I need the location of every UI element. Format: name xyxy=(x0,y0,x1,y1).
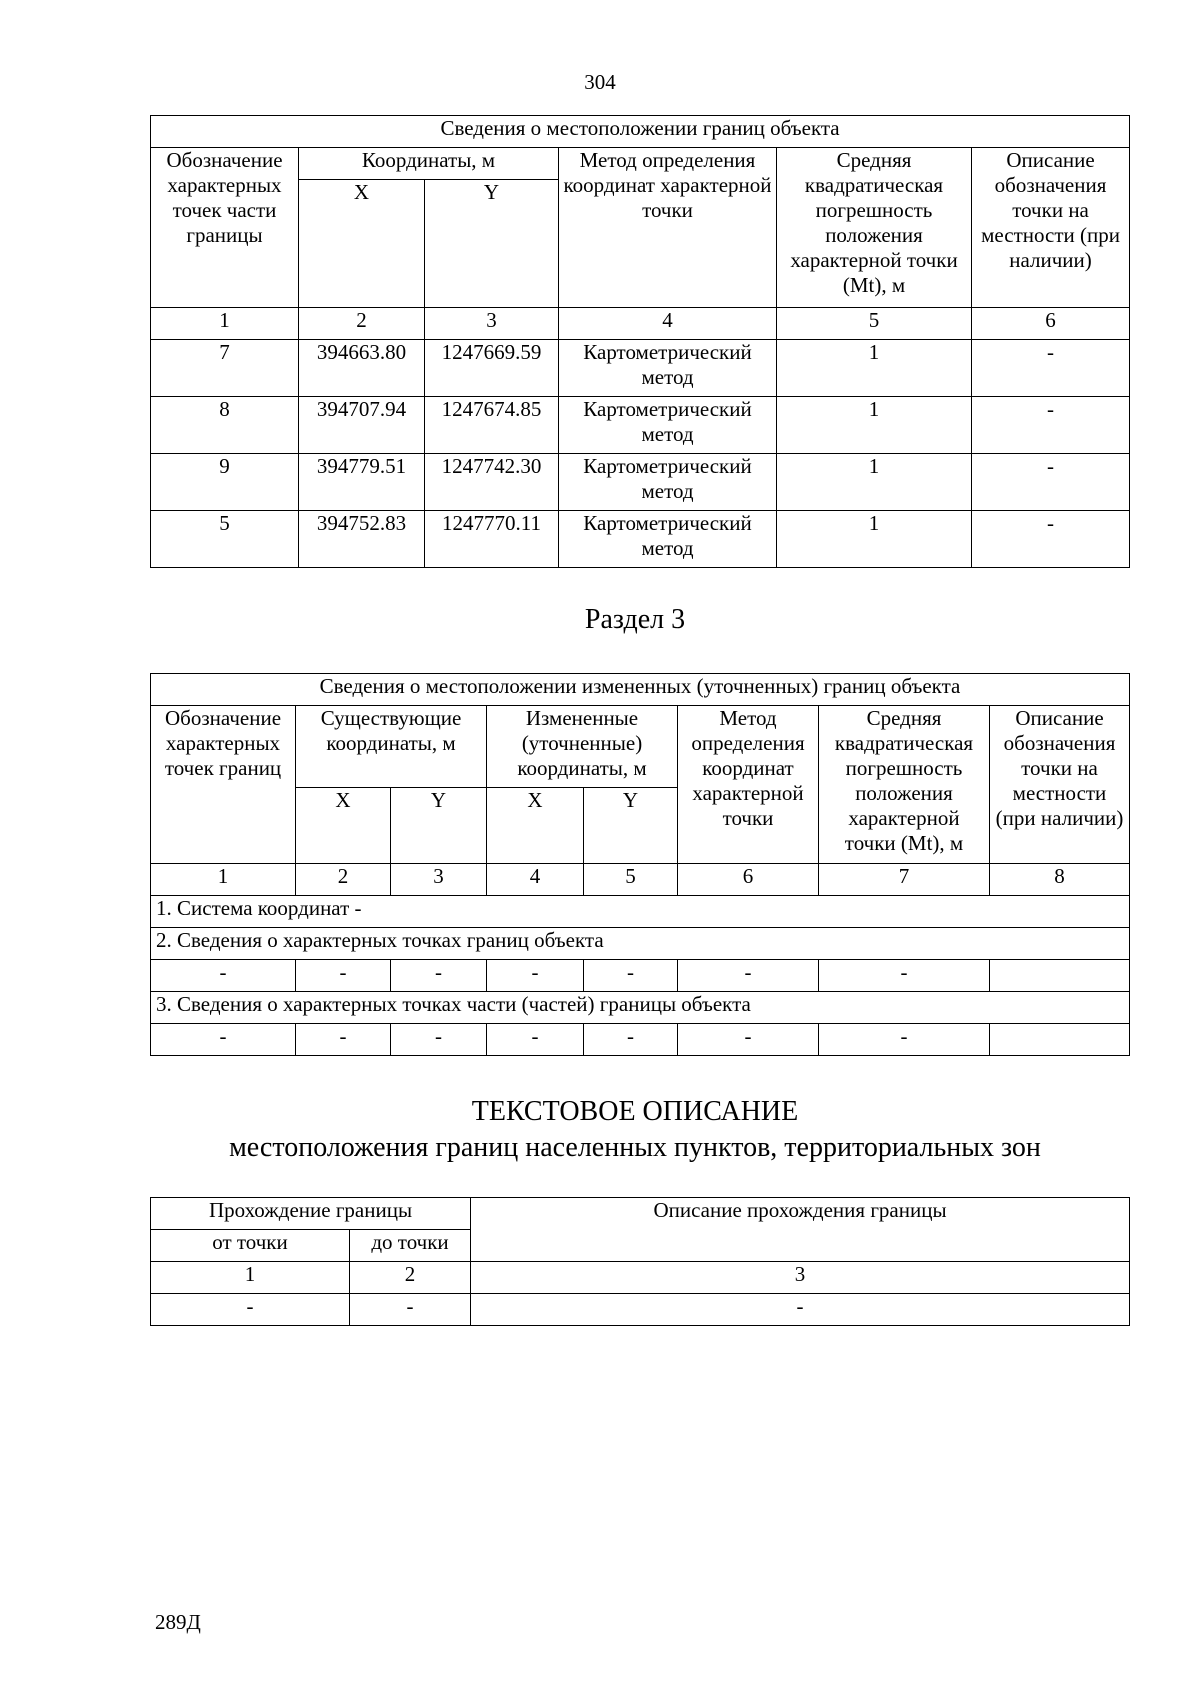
col-number: 6 xyxy=(972,308,1130,340)
cell-x: 394663.80 xyxy=(299,340,425,397)
cell-accuracy: 1 xyxy=(777,340,972,397)
header-point: Обозначение характерных точек границ xyxy=(151,706,296,864)
table-title: Сведения о местоположении границ объекта xyxy=(151,116,1130,148)
boundary-passage-table xyxy=(150,1197,1130,1326)
cell-method: Картометрический метод xyxy=(559,511,777,568)
col-number: 3 xyxy=(425,308,559,340)
table-cell xyxy=(990,960,1130,992)
table-cell: - xyxy=(296,960,391,992)
cell-y: 1247674.85 xyxy=(425,397,559,454)
cell-x: 394779.51 xyxy=(299,454,425,511)
table-row xyxy=(151,397,1130,454)
header-y: Y xyxy=(391,788,487,864)
header-passage-description: Описание прохождения границы xyxy=(471,1198,1130,1262)
table-cell: - xyxy=(151,960,296,992)
table-cell: - xyxy=(584,960,678,992)
cell-x: 394752.83 xyxy=(299,511,425,568)
section-coordinate-system: 1. Система координат - xyxy=(151,896,1130,928)
header-y: Y xyxy=(584,788,678,864)
cell-method: Картометрический метод xyxy=(559,397,777,454)
boundary-location-table xyxy=(150,115,1130,568)
cell-method: Картометрический метод xyxy=(559,454,777,511)
col-number: 2 xyxy=(299,308,425,340)
table-cell: - xyxy=(350,1294,471,1326)
header-accuracy: Средняя квадратическая погрешность положения характерной точки (Mt), м xyxy=(777,148,972,308)
table-cell: - xyxy=(678,960,819,992)
table-cell: - xyxy=(471,1294,1130,1326)
header-from-point: от точки xyxy=(151,1230,350,1262)
table-cell: - xyxy=(151,1024,296,1056)
table-cell xyxy=(990,1024,1130,1056)
header-to-point: до точки xyxy=(350,1230,471,1262)
header-changed-coords: Измененные (уточненные) координаты, м xyxy=(487,706,678,788)
col-number: 3 xyxy=(391,864,487,896)
col-number: 1 xyxy=(151,308,299,340)
table-cell: - xyxy=(819,960,990,992)
cell-point: 5 xyxy=(151,511,299,568)
text-description-subtitle: местоположения границ населенных пунктов, территориальных зон xyxy=(229,1132,1041,1163)
page-number: 304 xyxy=(584,70,616,94)
header-x: X xyxy=(299,180,425,308)
cell-point: 7 xyxy=(151,340,299,397)
col-number: 1 xyxy=(151,864,296,896)
table-row xyxy=(151,511,1130,568)
section-heading: Раздел 3 xyxy=(584,604,686,635)
col-number: 7 xyxy=(819,864,990,896)
table-cell: - xyxy=(151,1294,350,1326)
col-number: 5 xyxy=(777,308,972,340)
col-number: 6 xyxy=(678,864,819,896)
cell-point: 9 xyxy=(151,454,299,511)
col-number: 8 xyxy=(990,864,1130,896)
table-cell: - xyxy=(584,1024,678,1056)
col-number: 3 xyxy=(471,1262,1130,1294)
table-cell: - xyxy=(487,960,584,992)
changed-boundary-table xyxy=(150,673,1130,1056)
header-existing-coords: Существующие координаты, м xyxy=(296,706,487,788)
section-boundary-points: 2. Сведения о характерных точках границ объекта xyxy=(151,928,1130,960)
table-cell: - xyxy=(296,1024,391,1056)
col-number: 1 xyxy=(151,1262,350,1294)
cell-accuracy: 1 xyxy=(777,511,972,568)
cell-x: 394707.94 xyxy=(299,397,425,454)
col-number: 4 xyxy=(487,864,584,896)
cell-description: - xyxy=(972,511,1130,568)
cell-description: - xyxy=(972,454,1130,511)
col-number: 2 xyxy=(296,864,391,896)
table-row xyxy=(151,454,1130,511)
table-cell: - xyxy=(391,1024,487,1056)
table-row xyxy=(151,1024,1130,1056)
header-description: Описание обозначения точки на местности (при наличии) xyxy=(972,148,1130,308)
header-description: Описание обозначения точки на местности (при наличии) xyxy=(990,706,1130,864)
header-coords: Координаты, м xyxy=(299,148,559,180)
header-passage: Прохождение границы xyxy=(151,1198,471,1230)
cell-y: 1247669.59 xyxy=(425,340,559,397)
header-method: Метод определения координат характерной точки xyxy=(559,148,777,308)
section-part-boundary-points: 3. Сведения о характерных точках части (частей) границы объекта xyxy=(151,992,1130,1024)
col-number: 5 xyxy=(584,864,678,896)
footer-code: 289Д xyxy=(155,1610,201,1634)
table-cell: - xyxy=(678,1024,819,1056)
header-x: X xyxy=(487,788,584,864)
table-row xyxy=(151,1294,1130,1326)
cell-accuracy: 1 xyxy=(777,397,972,454)
col-number: 4 xyxy=(559,308,777,340)
header-accuracy: Средняя квадратическая погрешность положения характерной точки (Mt), м xyxy=(819,706,990,864)
header-point: Обозначение характерных точек части границы xyxy=(151,148,299,308)
cell-description: - xyxy=(972,340,1130,397)
header-y: Y xyxy=(425,180,559,308)
cell-accuracy: 1 xyxy=(777,454,972,511)
header-method: Метод определения координат характерной точки xyxy=(678,706,819,864)
table-cell: - xyxy=(487,1024,584,1056)
cell-y: 1247770.11 xyxy=(425,511,559,568)
cell-description: - xyxy=(972,397,1130,454)
text-description-title: ТЕКСТОВОЕ ОПИСАНИЕ xyxy=(471,1096,799,1127)
table-title: Сведения о местоположении измененных (уточненных) границ объекта xyxy=(151,674,1130,706)
table-row xyxy=(151,340,1130,397)
table-cell: - xyxy=(391,960,487,992)
col-number: 2 xyxy=(350,1262,471,1294)
cell-point: 8 xyxy=(151,397,299,454)
cell-y: 1247742.30 xyxy=(425,454,559,511)
table-row xyxy=(151,960,1130,992)
cell-method: Картометрический метод xyxy=(559,340,777,397)
table-cell: - xyxy=(819,1024,990,1056)
header-x: X xyxy=(296,788,391,864)
